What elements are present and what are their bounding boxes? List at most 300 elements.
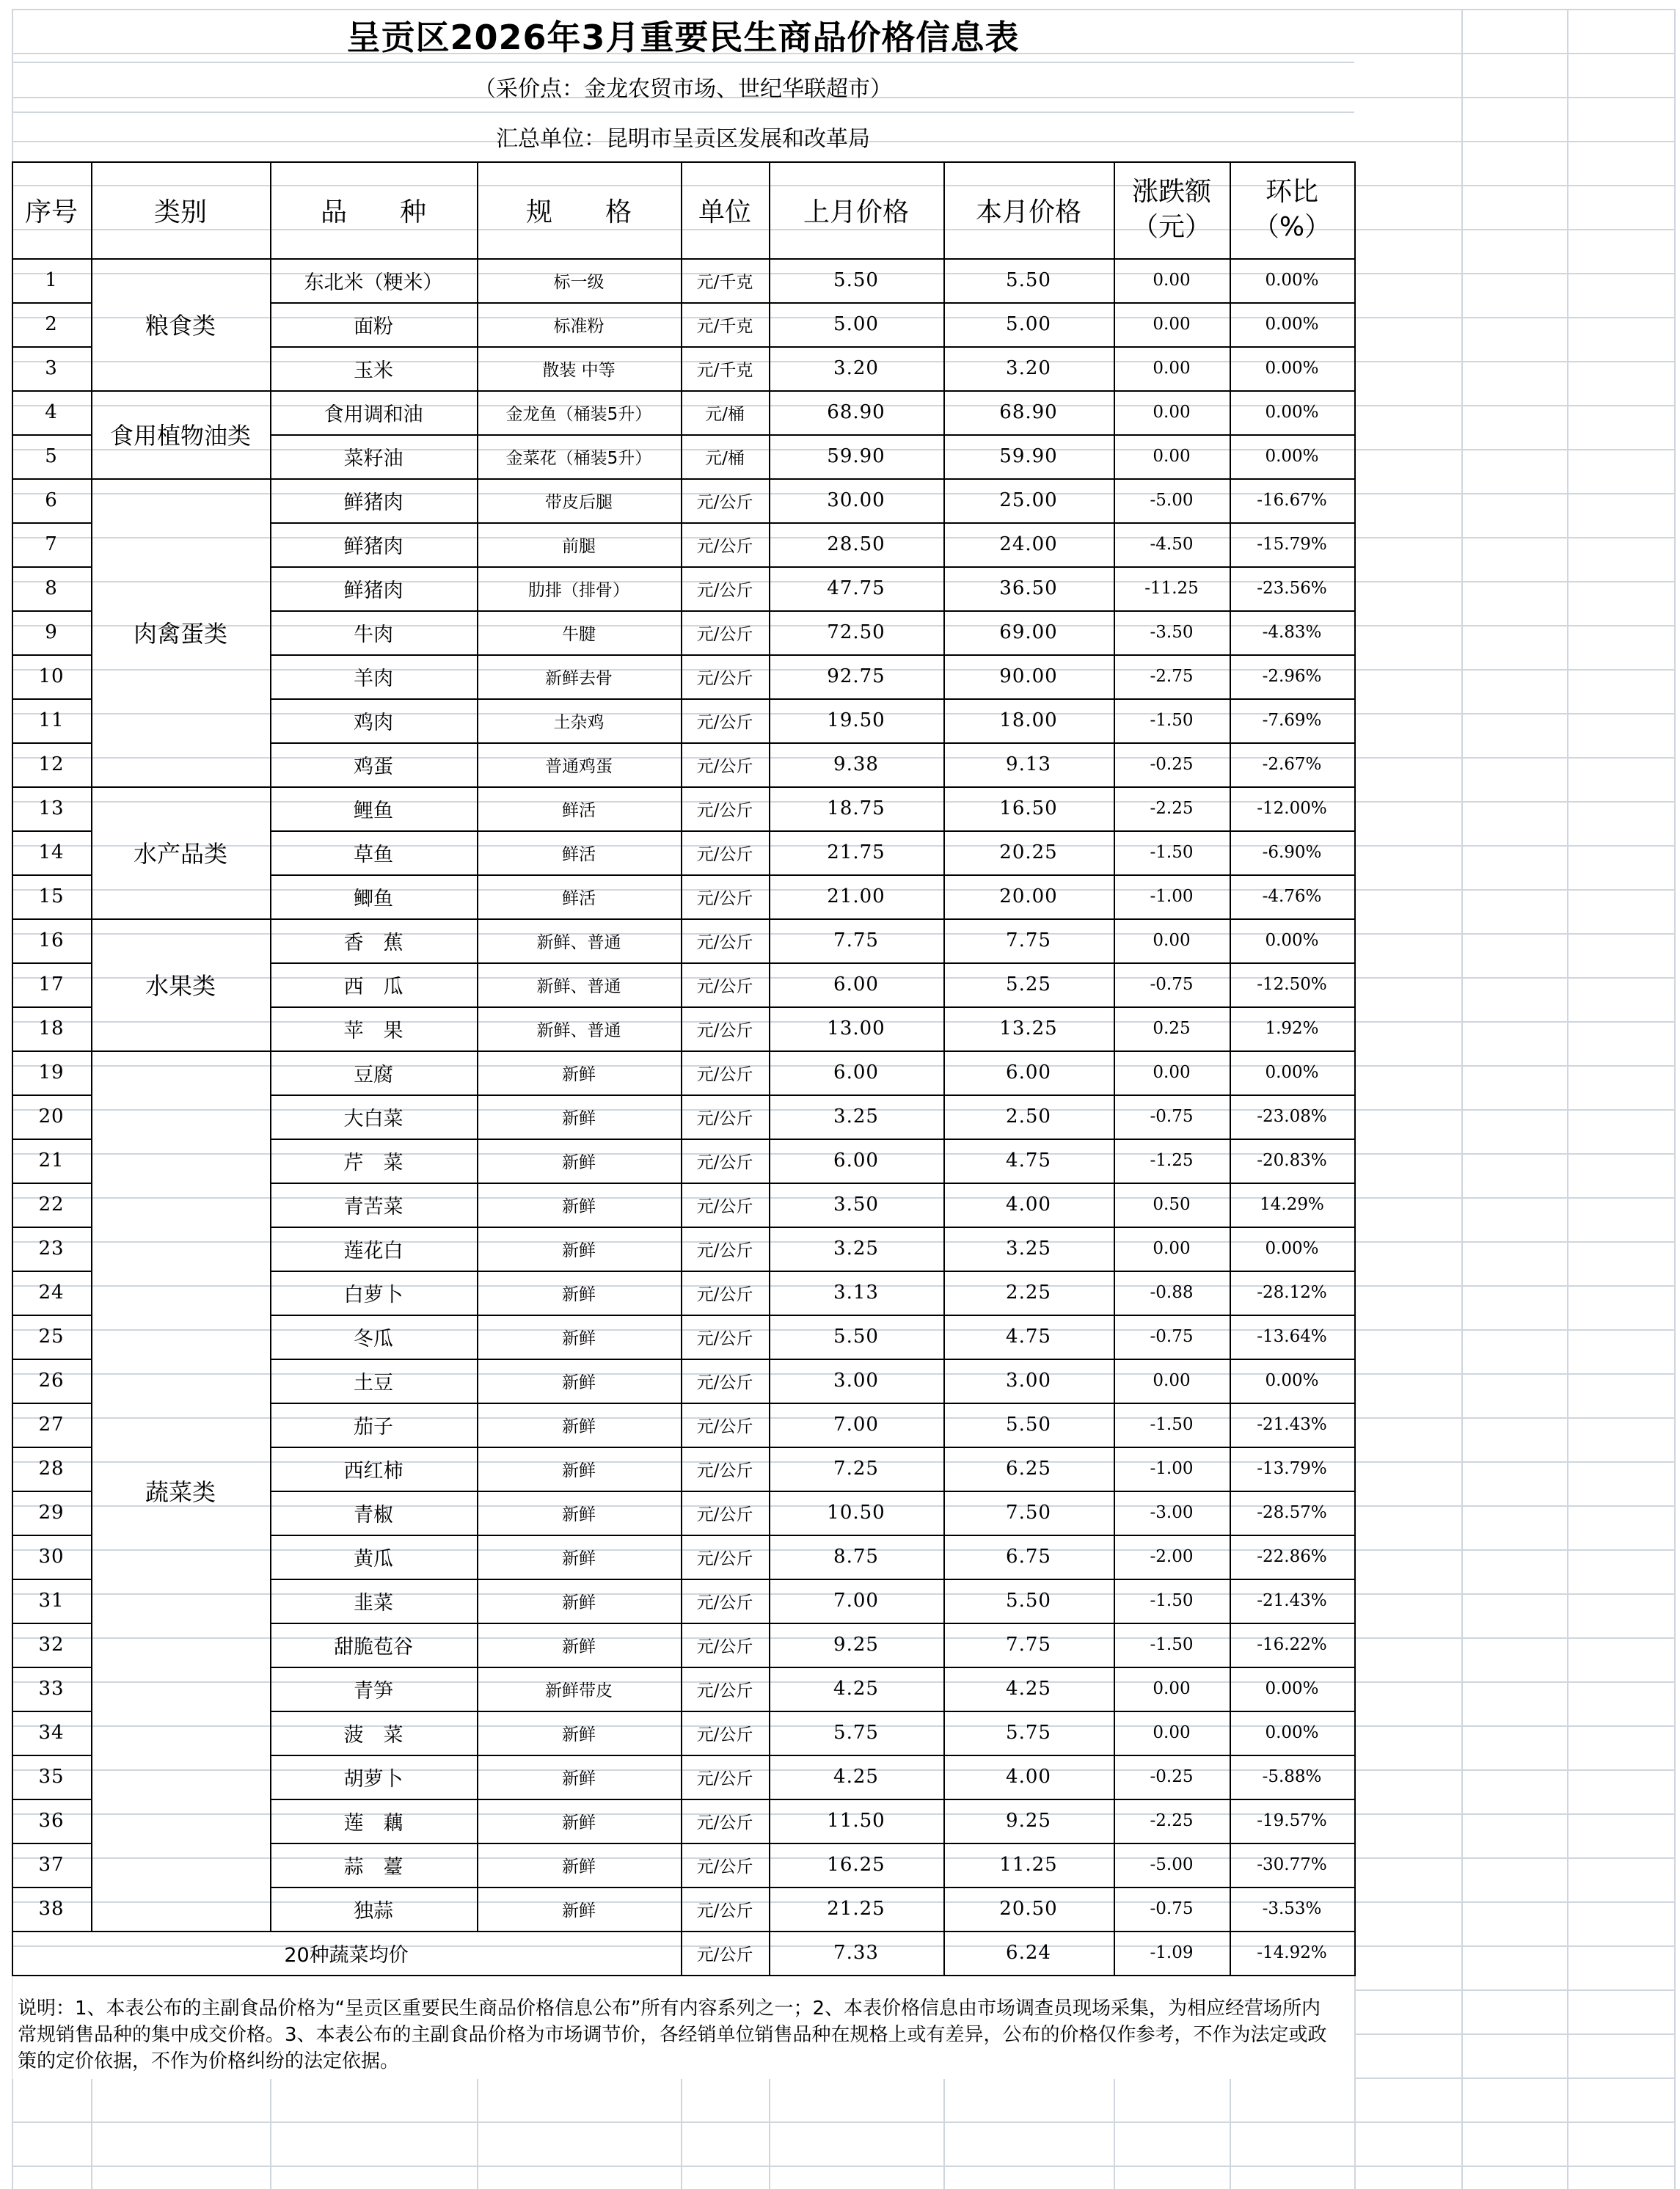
average-label: 20种蔬菜均价 bbox=[284, 1943, 409, 1967]
row-last-price: 3.25 bbox=[833, 1106, 879, 1128]
row-ratio: 0.00% bbox=[1265, 403, 1319, 422]
row-unit: 元/公斤 bbox=[696, 1505, 753, 1524]
table-border bbox=[769, 161, 770, 1975]
row-unit: 元/公斤 bbox=[696, 756, 753, 776]
gridline bbox=[1354, 1975, 1356, 2189]
row-seq: 36 bbox=[38, 1810, 65, 1832]
table-border bbox=[270, 1843, 1356, 1844]
row-variety: 西红柿 bbox=[343, 1459, 403, 1483]
table-border bbox=[12, 874, 91, 876]
table-border bbox=[12, 786, 1356, 788]
row-spec: 新鲜 bbox=[562, 1637, 596, 1656]
table-border bbox=[12, 1403, 91, 1404]
table-border bbox=[1114, 161, 1115, 1975]
row-change: -5.00 bbox=[1150, 1855, 1194, 1874]
row-last-price: 5.75 bbox=[833, 1722, 879, 1744]
row-spec: 新鲜 bbox=[562, 1461, 596, 1480]
row-last-price: 10.50 bbox=[827, 1502, 885, 1524]
table-border bbox=[270, 962, 1356, 964]
row-change: -2.00 bbox=[1150, 1547, 1194, 1566]
row-spec: 散装 中等 bbox=[542, 360, 616, 380]
row-spec: 新鲜 bbox=[562, 1196, 596, 1216]
row-seq: 3 bbox=[45, 357, 58, 379]
row-last-price: 6.00 bbox=[833, 973, 879, 995]
table-border bbox=[1230, 161, 1231, 1975]
row-this-price: 5.75 bbox=[1006, 1722, 1051, 1744]
row-unit: 元/桶 bbox=[705, 404, 745, 424]
row-variety: 蒜 薹 bbox=[343, 1855, 403, 1879]
row-change: 0.50 bbox=[1153, 1195, 1191, 1214]
row-this-price: 5.25 bbox=[1006, 973, 1051, 995]
row-seq: 25 bbox=[38, 1326, 65, 1348]
row-unit: 元/公斤 bbox=[696, 1240, 753, 1260]
table-border bbox=[270, 1271, 1356, 1272]
row-this-price: 90.00 bbox=[999, 665, 1058, 687]
row-last-price: 9.38 bbox=[833, 753, 879, 775]
row-last-price: 6.00 bbox=[833, 1061, 879, 1083]
row-ratio: -23.08% bbox=[1257, 1107, 1327, 1126]
row-seq: 11 bbox=[38, 709, 65, 731]
row-spec: 新鲜 bbox=[562, 1152, 596, 1172]
row-change: 0.00 bbox=[1153, 1679, 1191, 1698]
row-last-price: 18.75 bbox=[827, 797, 885, 819]
table-border bbox=[12, 918, 1356, 920]
gridline bbox=[12, 2166, 1674, 2167]
row-spec: 新鲜 bbox=[562, 1549, 596, 1568]
row-spec: 标一级 bbox=[553, 272, 605, 292]
table-border bbox=[12, 1579, 91, 1580]
table-border bbox=[12, 698, 91, 700]
table-border bbox=[270, 1315, 1356, 1316]
row-this-price: 4.00 bbox=[1006, 1766, 1051, 1788]
gridline bbox=[1567, 9, 1568, 2189]
row-this-price: 18.00 bbox=[999, 709, 1058, 731]
row-unit: 元/公斤 bbox=[696, 1681, 753, 1700]
row-unit: 元/公斤 bbox=[696, 1417, 753, 1436]
row-seq: 18 bbox=[38, 1017, 65, 1039]
row-last-price: 30.00 bbox=[827, 489, 885, 511]
table-border bbox=[12, 1183, 91, 1184]
header-ratio-line1: 环比 bbox=[1265, 177, 1318, 207]
row-ratio: -2.67% bbox=[1262, 755, 1322, 774]
table-border bbox=[270, 302, 1356, 304]
row-variety: 菜籽油 bbox=[343, 447, 403, 470]
row-change: 0.00 bbox=[1153, 359, 1191, 378]
row-seq: 27 bbox=[38, 1414, 65, 1436]
row-variety: 西 瓜 bbox=[343, 975, 403, 998]
row-variety: 面粉 bbox=[354, 315, 393, 338]
row-this-price: 24.00 bbox=[999, 533, 1058, 555]
row-ratio: 0.00% bbox=[1265, 1063, 1319, 1082]
row-spec: 标准粉 bbox=[553, 316, 605, 336]
table-border bbox=[270, 1139, 1356, 1140]
row-this-price: 5.50 bbox=[1006, 1590, 1051, 1612]
row-last-price: 3.00 bbox=[833, 1370, 879, 1392]
table-border bbox=[943, 161, 945, 1975]
category-cell: 蔬菜类 bbox=[145, 1478, 216, 1506]
row-ratio: 0.00% bbox=[1265, 271, 1319, 290]
table-border bbox=[12, 1315, 91, 1316]
row-seq: 21 bbox=[38, 1150, 65, 1172]
row-last-price: 7.25 bbox=[833, 1458, 879, 1480]
table-border bbox=[270, 1403, 1356, 1404]
row-ratio: -12.50% bbox=[1257, 975, 1327, 994]
row-change: -1.00 bbox=[1150, 1459, 1194, 1478]
header-category: 类别 bbox=[153, 197, 207, 227]
row-spec: 新鲜 bbox=[562, 1329, 596, 1348]
row-variety: 甜脆苞谷 bbox=[334, 1635, 413, 1659]
row-ratio: 14.29% bbox=[1260, 1195, 1324, 1214]
row-this-price: 7.50 bbox=[1006, 1502, 1051, 1524]
table-border bbox=[270, 1447, 1356, 1448]
header-unit: 单位 bbox=[698, 197, 751, 227]
footnote: 说明：1、本表公布的主副食品价格为“呈贡区重要民生商品价格信息公布”所有内容系列之一；2、本表价格信息由市场调查员现场采集，为相应经营场所内常规销售品种的集中成交价格。3、本表公布的主副食品价格为市场调节价，各经销单位销售品种在规格上或有差异，公布的价格仅作参考，不作为法定或政策的定价依据，不作为价格纠纷的法定依据。 bbox=[18, 1998, 1327, 2072]
row-change: 0.00 bbox=[1153, 931, 1191, 950]
table-border bbox=[12, 390, 1356, 392]
table-border bbox=[270, 874, 1356, 876]
table-border bbox=[270, 346, 1356, 348]
row-seq: 20 bbox=[38, 1106, 65, 1128]
row-unit: 元/公斤 bbox=[696, 492, 753, 512]
table-border bbox=[270, 1579, 1356, 1580]
row-variety: 黄瓜 bbox=[354, 1547, 393, 1571]
row-ratio: -6.90% bbox=[1262, 843, 1322, 862]
row-spec: 鲜活 bbox=[562, 844, 596, 864]
row-spec: 新鲜带皮 bbox=[545, 1681, 613, 1700]
table-border bbox=[12, 566, 91, 568]
table-border bbox=[12, 1799, 91, 1800]
row-seq: 4 bbox=[45, 401, 58, 423]
row-this-price: 2.50 bbox=[1006, 1106, 1051, 1128]
table-border bbox=[12, 1050, 1356, 1052]
row-this-price: 59.90 bbox=[999, 445, 1058, 467]
row-this-price: 5.00 bbox=[1006, 313, 1051, 335]
row-last-price: 8.75 bbox=[833, 1546, 879, 1568]
row-last-price: 72.50 bbox=[827, 621, 885, 643]
table-border bbox=[270, 434, 1356, 436]
row-variety: 玉米 bbox=[354, 359, 393, 382]
row-unit: 元/千克 bbox=[696, 272, 753, 292]
row-ratio: 0.00% bbox=[1265, 359, 1319, 378]
row-spec: 肋排（排骨） bbox=[528, 580, 629, 600]
row-seq: 38 bbox=[38, 1898, 65, 1920]
row-spec: 新鲜 bbox=[562, 1240, 596, 1260]
row-this-price: 25.00 bbox=[999, 489, 1058, 511]
average-change: -1.09 bbox=[1150, 1943, 1194, 1962]
row-ratio: -4.76% bbox=[1262, 887, 1322, 906]
row-change: -4.50 bbox=[1150, 535, 1194, 554]
row-variety: 牛肉 bbox=[354, 623, 393, 646]
row-ratio: -12.00% bbox=[1257, 799, 1327, 818]
row-seq: 35 bbox=[38, 1766, 65, 1788]
row-unit: 元/公斤 bbox=[696, 976, 753, 996]
row-ratio: 0.00% bbox=[1265, 1371, 1319, 1390]
table-border bbox=[270, 1755, 1356, 1756]
summary-unit: 汇总单位：昆明市呈贡区发展和改革局 bbox=[496, 126, 870, 152]
row-variety: 鲜猪肉 bbox=[343, 491, 403, 514]
row-this-price: 4.00 bbox=[1006, 1194, 1051, 1216]
row-change: -2.25 bbox=[1150, 799, 1194, 818]
row-change: -2.75 bbox=[1150, 667, 1194, 686]
table-border bbox=[91, 161, 92, 1931]
row-ratio: -13.79% bbox=[1257, 1459, 1327, 1478]
row-spec: 新鲜、普通 bbox=[536, 1020, 621, 1040]
row-seq: 29 bbox=[38, 1502, 65, 1524]
row-ratio: -15.79% bbox=[1257, 535, 1327, 554]
row-ratio: -13.64% bbox=[1257, 1327, 1327, 1346]
row-spec: 带皮后腿 bbox=[545, 492, 613, 512]
row-spec: 新鲜 bbox=[562, 1284, 596, 1304]
row-seq: 8 bbox=[45, 577, 58, 599]
row-change: -0.75 bbox=[1150, 1899, 1194, 1918]
table-border bbox=[270, 1887, 1356, 1888]
row-seq: 9 bbox=[45, 621, 58, 643]
row-ratio: -20.83% bbox=[1257, 1151, 1327, 1170]
table-border bbox=[12, 1094, 91, 1096]
subtitle: （采价点：金龙农贸市场、世纪华联超市） bbox=[474, 76, 892, 102]
header-ratio-line2: （%） bbox=[1252, 212, 1332, 242]
row-unit: 元/公斤 bbox=[696, 800, 753, 820]
row-seq: 5 bbox=[45, 445, 58, 467]
row-change: -0.88 bbox=[1150, 1283, 1194, 1302]
row-variety: 青椒 bbox=[354, 1503, 393, 1527]
table-border bbox=[12, 1271, 91, 1272]
row-unit: 元/公斤 bbox=[696, 1637, 753, 1656]
row-variety: 鲫鱼 bbox=[354, 887, 393, 910]
row-change: -1.50 bbox=[1150, 843, 1194, 862]
row-ratio: 0.00% bbox=[1265, 1239, 1319, 1258]
table-border bbox=[12, 1667, 91, 1668]
row-seq: 24 bbox=[38, 1282, 65, 1304]
row-variety: 羊肉 bbox=[354, 667, 393, 690]
table-border bbox=[12, 1447, 91, 1448]
row-unit: 元/公斤 bbox=[696, 1725, 753, 1744]
row-seq: 31 bbox=[38, 1590, 65, 1612]
row-spec: 新鲜 bbox=[562, 1108, 596, 1128]
row-variety: 芹 菜 bbox=[343, 1151, 403, 1174]
table-border bbox=[12, 1006, 91, 1008]
row-last-price: 4.25 bbox=[833, 1766, 879, 1788]
row-ratio: -2.96% bbox=[1262, 667, 1322, 686]
row-this-price: 6.75 bbox=[1006, 1546, 1051, 1568]
row-change: -3.50 bbox=[1150, 623, 1194, 642]
row-variety: 香 蕉 bbox=[343, 931, 403, 954]
row-unit: 元/公斤 bbox=[696, 1373, 753, 1392]
table-border bbox=[270, 1006, 1356, 1008]
row-this-price: 7.75 bbox=[1006, 1634, 1051, 1656]
gridline bbox=[1461, 9, 1463, 2189]
table-border bbox=[270, 1711, 1356, 1712]
row-ratio: 0.00% bbox=[1265, 1723, 1319, 1742]
row-variety: 东北米（粳米） bbox=[304, 271, 443, 294]
table-border bbox=[12, 346, 91, 348]
row-unit: 元/公斤 bbox=[696, 844, 753, 864]
table-border bbox=[12, 1359, 91, 1360]
row-last-price: 13.00 bbox=[827, 1017, 885, 1039]
row-variety: 菠 菜 bbox=[343, 1723, 403, 1747]
row-change: -11.25 bbox=[1144, 579, 1199, 598]
row-variety: 青苦菜 bbox=[343, 1195, 403, 1218]
row-this-price: 5.50 bbox=[1006, 269, 1051, 291]
table-border bbox=[12, 434, 91, 436]
row-unit: 元/公斤 bbox=[696, 1857, 753, 1876]
header-last-price: 上月价格 bbox=[803, 197, 909, 227]
row-change: -1.25 bbox=[1150, 1151, 1194, 1170]
row-spec: 新鲜、普通 bbox=[536, 932, 621, 952]
row-last-price: 3.20 bbox=[833, 357, 879, 379]
row-this-price: 6.25 bbox=[1006, 1458, 1051, 1480]
row-change: -3.00 bbox=[1150, 1503, 1194, 1522]
row-variety: 独蒜 bbox=[354, 1899, 393, 1923]
row-seq: 6 bbox=[45, 489, 58, 511]
row-variety: 苹 果 bbox=[343, 1019, 403, 1042]
row-unit: 元/千克 bbox=[696, 360, 753, 380]
row-ratio: -7.69% bbox=[1262, 711, 1322, 730]
row-last-price: 11.50 bbox=[827, 1810, 885, 1832]
row-this-price: 9.13 bbox=[1006, 753, 1051, 775]
row-last-price: 19.50 bbox=[827, 709, 885, 731]
row-unit: 元/公斤 bbox=[696, 1549, 753, 1568]
table-border bbox=[270, 610, 1356, 612]
table-border bbox=[12, 161, 1356, 163]
table-border bbox=[12, 522, 91, 524]
row-last-price: 9.25 bbox=[833, 1634, 879, 1656]
row-unit: 元/公斤 bbox=[696, 1196, 753, 1216]
table-border bbox=[270, 1359, 1356, 1360]
row-change: 0.00 bbox=[1153, 447, 1191, 466]
row-spec: 鲜活 bbox=[562, 800, 596, 820]
row-ratio: -28.57% bbox=[1257, 1503, 1327, 1522]
row-change: -0.75 bbox=[1150, 1327, 1194, 1346]
row-variety: 豆腐 bbox=[354, 1063, 393, 1086]
row-change: 0.00 bbox=[1153, 315, 1191, 334]
row-spec: 新鲜 bbox=[562, 1857, 596, 1876]
row-this-price: 5.50 bbox=[1006, 1414, 1051, 1436]
table-border bbox=[12, 258, 1356, 260]
row-variety: 鲜猪肉 bbox=[343, 535, 403, 558]
row-ratio: -23.56% bbox=[1257, 579, 1327, 598]
row-spec: 普通鸡蛋 bbox=[545, 756, 613, 776]
header-this-price: 本月价格 bbox=[975, 197, 1081, 227]
row-last-price: 28.50 bbox=[827, 533, 885, 555]
row-seq: 16 bbox=[38, 929, 65, 951]
category-cell: 食用植物油类 bbox=[109, 422, 251, 450]
row-change: -2.25 bbox=[1150, 1811, 1194, 1830]
row-variety: 鸡肉 bbox=[354, 711, 393, 734]
table-border bbox=[681, 161, 682, 1975]
row-variety: 青笋 bbox=[354, 1679, 393, 1703]
row-this-price: 68.90 bbox=[999, 401, 1058, 423]
row-change: -1.50 bbox=[1150, 1591, 1194, 1610]
row-spec: 新鲜 bbox=[562, 1769, 596, 1788]
table-border bbox=[12, 742, 91, 744]
row-seq: 34 bbox=[38, 1722, 65, 1744]
row-last-price: 21.00 bbox=[827, 885, 885, 907]
row-change: -0.25 bbox=[1150, 755, 1194, 774]
header-change bbox=[1114, 161, 1230, 258]
row-this-price: 4.75 bbox=[1006, 1150, 1051, 1172]
table-border bbox=[12, 1227, 91, 1228]
table-border bbox=[270, 522, 1356, 524]
row-last-price: 7.00 bbox=[833, 1414, 879, 1436]
row-this-price: 2.25 bbox=[1006, 1282, 1051, 1304]
row-change: -0.75 bbox=[1150, 975, 1194, 994]
row-this-price: 36.50 bbox=[999, 577, 1058, 599]
row-this-price: 7.75 bbox=[1006, 929, 1051, 951]
row-variety: 鸡蛋 bbox=[354, 755, 393, 778]
row-unit: 元/公斤 bbox=[696, 668, 753, 688]
row-ratio: 0.00% bbox=[1265, 315, 1319, 334]
row-variety: 韭菜 bbox=[354, 1591, 393, 1615]
row-unit: 元/公斤 bbox=[696, 1901, 753, 1921]
row-this-price: 4.25 bbox=[1006, 1678, 1051, 1700]
row-seq: 19 bbox=[38, 1061, 65, 1083]
table-border bbox=[12, 654, 91, 656]
row-seq: 17 bbox=[38, 973, 65, 995]
category-cell: 水产品类 bbox=[133, 840, 227, 868]
table-border bbox=[270, 654, 1356, 656]
row-last-price: 3.13 bbox=[833, 1282, 879, 1304]
row-ratio: -21.43% bbox=[1257, 1415, 1327, 1434]
row-this-price: 3.20 bbox=[1006, 357, 1051, 379]
row-spec: 金菜花（桶装5升） bbox=[505, 448, 652, 468]
row-change: -0.25 bbox=[1150, 1767, 1194, 1786]
row-spec: 新鲜 bbox=[562, 1505, 596, 1524]
table-border bbox=[270, 1183, 1356, 1184]
average-this-price: 6.24 bbox=[1006, 1942, 1051, 1964]
table-border bbox=[12, 1711, 91, 1712]
table-border bbox=[270, 742, 1356, 744]
table-border bbox=[12, 1139, 91, 1140]
row-variety: 鲜猪肉 bbox=[343, 579, 403, 602]
category-cell: 水果类 bbox=[145, 972, 216, 1000]
row-unit: 元/公斤 bbox=[696, 1108, 753, 1128]
row-seq: 1 bbox=[45, 269, 58, 291]
row-this-price: 20.00 bbox=[999, 885, 1058, 907]
table-border bbox=[12, 302, 91, 304]
table-border bbox=[270, 698, 1356, 700]
table-border bbox=[12, 478, 1356, 480]
row-spec: 金龙鱼（桶装5升） bbox=[505, 404, 652, 424]
table-border bbox=[12, 1975, 1356, 1976]
row-seq: 37 bbox=[38, 1854, 65, 1876]
row-ratio: 0.00% bbox=[1265, 1679, 1319, 1698]
row-seq: 26 bbox=[38, 1370, 65, 1392]
row-variety: 草鱼 bbox=[354, 843, 393, 866]
table-border bbox=[270, 1667, 1356, 1668]
row-this-price: 16.50 bbox=[999, 797, 1058, 819]
row-variety: 食用调和油 bbox=[324, 403, 423, 426]
row-this-price: 69.00 bbox=[999, 621, 1058, 643]
row-unit: 元/公斤 bbox=[696, 1813, 753, 1832]
row-spec: 新鲜 bbox=[562, 1417, 596, 1436]
row-ratio: 0.00% bbox=[1265, 447, 1319, 466]
category-cell: 肉禽蛋类 bbox=[133, 620, 227, 648]
table-border bbox=[270, 1623, 1356, 1624]
row-this-price: 11.25 bbox=[999, 1854, 1058, 1876]
row-spec: 新鲜 bbox=[562, 1813, 596, 1832]
row-unit: 元/公斤 bbox=[696, 536, 753, 556]
row-seq: 12 bbox=[38, 753, 65, 775]
table-border bbox=[12, 830, 91, 832]
row-ratio: -22.86% bbox=[1257, 1547, 1327, 1566]
row-ratio: -28.12% bbox=[1257, 1283, 1327, 1302]
row-this-price: 20.25 bbox=[999, 841, 1058, 863]
row-change: 0.25 bbox=[1153, 1019, 1191, 1038]
table-border bbox=[12, 610, 91, 612]
header-change-line2: （元） bbox=[1131, 212, 1211, 242]
row-change: -1.50 bbox=[1150, 711, 1194, 730]
